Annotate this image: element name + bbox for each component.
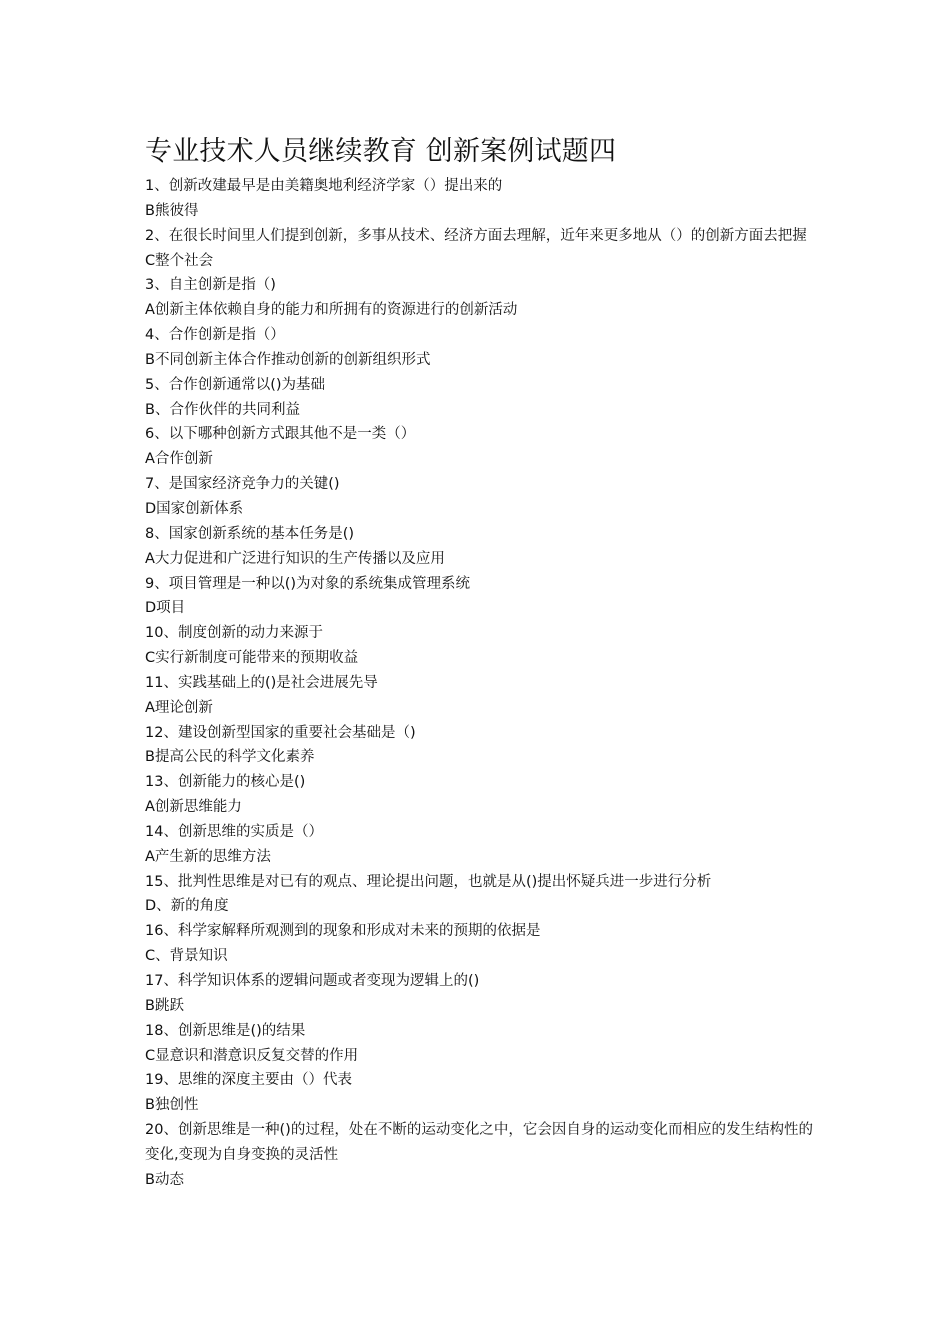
answer-4: B不同创新主体合作推动创新的创新组织形式 xyxy=(145,351,431,368)
question-18: 18、创新思维是()的结果 xyxy=(145,1022,306,1039)
answer-20: B动态 xyxy=(145,1171,184,1188)
question-13: 13、创新能力的核心是() xyxy=(145,774,306,791)
answer-13: A创新思维能力 xyxy=(145,799,242,816)
question-2: 2、在很长时间里人们提到创新，多事从技术、经济方面去理解，近年来更多地从（）的创新方面去把握 xyxy=(145,227,807,244)
question-6: 6、以下哪种创新方式跟其他不是一类（） xyxy=(145,426,416,443)
question-10: 10、制度创新的动力来源于 xyxy=(145,625,323,642)
question-answer-list xyxy=(145,174,813,1193)
answer-1: B熊彼得 xyxy=(145,202,199,219)
question-9: 9、项目管理是一种以()为对象的系统集成管理系统 xyxy=(145,575,471,592)
question-5: 5、合作创新通常以()为基础 xyxy=(145,376,326,393)
answer-19: B独创性 xyxy=(145,1097,199,1114)
answer-10: C实行新制度可能带来的预期收益 xyxy=(145,650,359,667)
answer-7: D国家创新体系 xyxy=(145,500,244,517)
question-3: 3、自主创新是指（) xyxy=(145,277,276,294)
document-title: 专业技术人员继续教育 创新案例试题四 xyxy=(145,136,617,167)
question-19: 19、思维的深度主要由（）代表 xyxy=(145,1072,352,1089)
question-17: 17、科学知识体系的逻辑问题或者变现为逻辑上的() xyxy=(145,973,480,989)
question-12: 12、建设创新型国家的重要社会基础是（) xyxy=(145,724,416,741)
question-16: 16、科学家解释所观测到的现象和形成对未来的预期的依据是 xyxy=(145,923,541,940)
question-20: 20、创新思维是一种()的过程，处在不断的运动变化之中，它会因自身的运动变化而相应的发生结构性的变化,变现为自身变换的灵活性 xyxy=(145,1122,813,1163)
document-content xyxy=(145,133,813,1193)
question-11: 11、实践基础上的()是社会进展先导 xyxy=(145,674,378,691)
answer-17: B跳跃 xyxy=(145,997,184,1014)
answer-3: A创新主体依赖自身的能力和所拥有的资源进行的创新活动 xyxy=(145,302,518,319)
answer-8: A大力促进和广泛进行知识的生产传播以及应用 xyxy=(145,550,445,567)
answer-11: A理论创新 xyxy=(145,699,213,716)
question-1: 1、创新改建最早是由美籍奥地利经济学家（）提出来的 xyxy=(145,178,503,194)
answer-9: D项目 xyxy=(145,600,186,617)
answer-18: C显意识和潜意识反复交替的作用 xyxy=(145,1047,359,1064)
answer-12: B提高公民的科学文化素养 xyxy=(145,749,315,766)
question-15: 15、批判性思维是对已有的观点、理论提出问题，也就是从()提出怀疑兵进一步进行分析 xyxy=(145,873,712,890)
answer-16: C、背景知识 xyxy=(145,948,228,965)
answer-15: D、新的角度 xyxy=(145,898,229,915)
question-8: 8、国家创新系统的基本任务是() xyxy=(145,525,355,542)
question-14: 14、创新思维的实质是（） xyxy=(145,823,323,840)
question-7: 7、是国家经济竞争力的关键() xyxy=(145,476,340,493)
answer-14: A产生新的思维方法 xyxy=(145,848,271,865)
answer-5: B、合作伙伴的共同利益 xyxy=(145,401,300,418)
question-4: 4、合作创新是指（） xyxy=(145,327,285,344)
answer-2: C整个社会 xyxy=(145,252,214,269)
answer-6: A合作创新 xyxy=(145,451,213,468)
